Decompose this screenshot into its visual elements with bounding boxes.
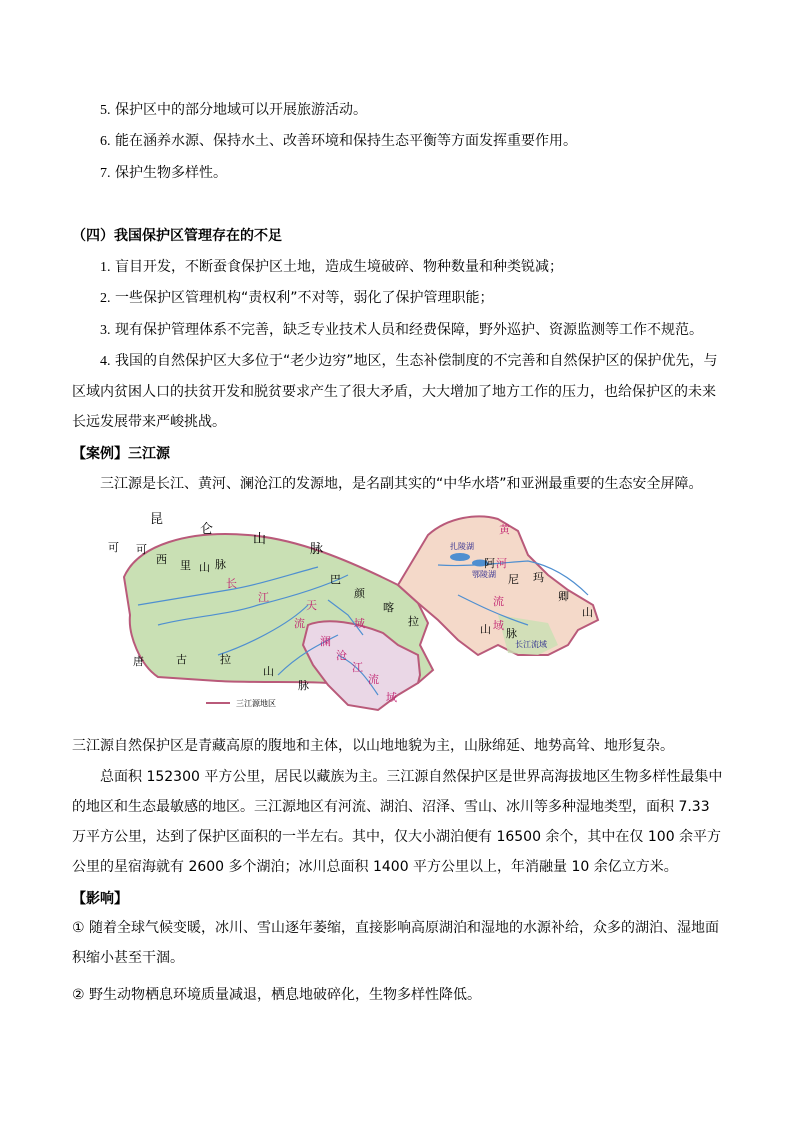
case-paragraph: 三江源自然保护区是青藏高原的腹地和主体，以山地地貌为主，山脉绵延、地势高耸、地形复杂。 [72,738,674,754]
list-item: 3. 现有保护管理体系不完善，缺乏专业技术人员和经费保障，野外巡护、资源监测等工作不规范。 [100,322,703,338]
map-label: 拉 [408,615,419,628]
map-label: 域 [493,619,504,632]
list-item: 6. 能在涵养水源、保持水土、改善环境和保持生态平衡等方面发挥重要作用。 [100,133,577,149]
map-label: 里 [180,559,191,572]
list-item-paragraph: 4. 我国的自然保护区大多位于“老少边穷”地区，生态补偿制度的不完善和自然保护区的保护优先，与区域内贫困人口的扶贫开发和脱贫要求产生了很大矛盾，大大增加了地方工作的压力，也给保护区的未来长远发展带来严峻挑战。 [72,353,718,430]
map-label: 流 [294,617,305,630]
map-label: 卿 [558,590,569,603]
map-label: 脉 [215,558,226,571]
map-label: 仑 [200,522,214,537]
map-label: 长 [226,577,237,590]
map-label: 喀 [383,601,394,614]
map-label: 脉 [506,627,517,640]
map-label: 山 [582,606,593,619]
map-label: 长江流域 [515,640,547,649]
map-label: 鄂陵湖 [472,570,496,579]
section-heading: （四）我国保护区管理存在的不足 [72,228,282,244]
map-label: 山 [263,665,274,678]
case-heading: 【案例】三江源 [72,446,170,462]
map-label: 古 [176,653,187,666]
map-label: 唐 [133,655,144,668]
map-label: 域 [354,617,365,630]
sanjiangyuan-map [98,505,610,720]
map-label: 流 [368,673,379,686]
map-label: 昆 [150,512,164,527]
impact-item: ② 野生动物栖息环境质量减退，栖息地破碎化，生物多样性降低。 [72,987,482,1003]
map-label: 黄 [499,523,510,536]
map-label: 可 [108,541,119,554]
list-item: 7. 保护生物多样性。 [100,165,227,181]
case-intro: 三江源是长江、黄河、澜沧江的发源地，是名副其实的“中华水塔”和亚洲最重要的生态安全屏障。 [100,476,703,492]
map-label: 拉 [220,653,231,666]
map-label: 脉 [298,679,309,692]
map-label: 天 [306,599,317,612]
map-label: 玛 [533,571,544,584]
map-label: 西 [156,553,167,566]
map-label: 尼 [508,573,519,586]
map-label: 江 [258,591,269,604]
map-label: 流 [493,595,504,608]
list-item: 2. 一些保护区管理机构“责权利”不对等，弱化了保护管理职能； [100,290,494,306]
map-label: 江 [352,661,363,674]
map-legend: 三江源地区 [236,699,276,708]
map-label: 可 [136,543,147,556]
map-label: 巴 [330,573,341,586]
map-label: 扎陵湖 [450,542,474,551]
map-label: 澜 [320,635,331,648]
impact-item: ① 随着全球气候变暖，冰川、雪山逐年萎缩，直接影响高原湖泊和湿地的水源补给，众多的湖泊、湿地面积缩小甚至干涸。 [72,920,720,966]
map-label: 域 [386,691,397,704]
list-item: 5. 保护区中的部分地域可以开展旅游活动。 [100,102,367,118]
list-item: 1. 盲目开发，不断蚕食保护区土地，造成生境破碎、物种数量和种类锐减； [100,259,563,275]
map-label: 山 [253,532,267,547]
map-label: 阿 [484,557,495,570]
map-label: 颜 [354,587,365,600]
map-label: 河 [496,557,507,570]
map-label: 山 [199,561,210,574]
map-label: 山 [480,623,491,636]
yellowriver-region [398,516,598,655]
map-label: 沧 [336,649,347,662]
case-paragraph: 总面积 152300 平方公里，居民以藏族为主。三江源自然保护区是世界高海拔地区生物多样性最集中的地区和生态最敏感的地区。三江源地区有河流、湖泊、沼泽、雪山、冰川等多种湿地类型，面积 7.33 万平方公里，达到了保护区面积的一半左右。其中，仅大小湖泊便有 16500 余个，其中在仅 100 余平方公里的星宿海就有 2600 多个湖泊；冰川总面积 1400 平方公里以上，年消融量 10 余亿立方米。 [72,769,723,875]
impact-heading: 【影响】 [72,891,128,907]
map-label: 脉 [310,542,324,557]
